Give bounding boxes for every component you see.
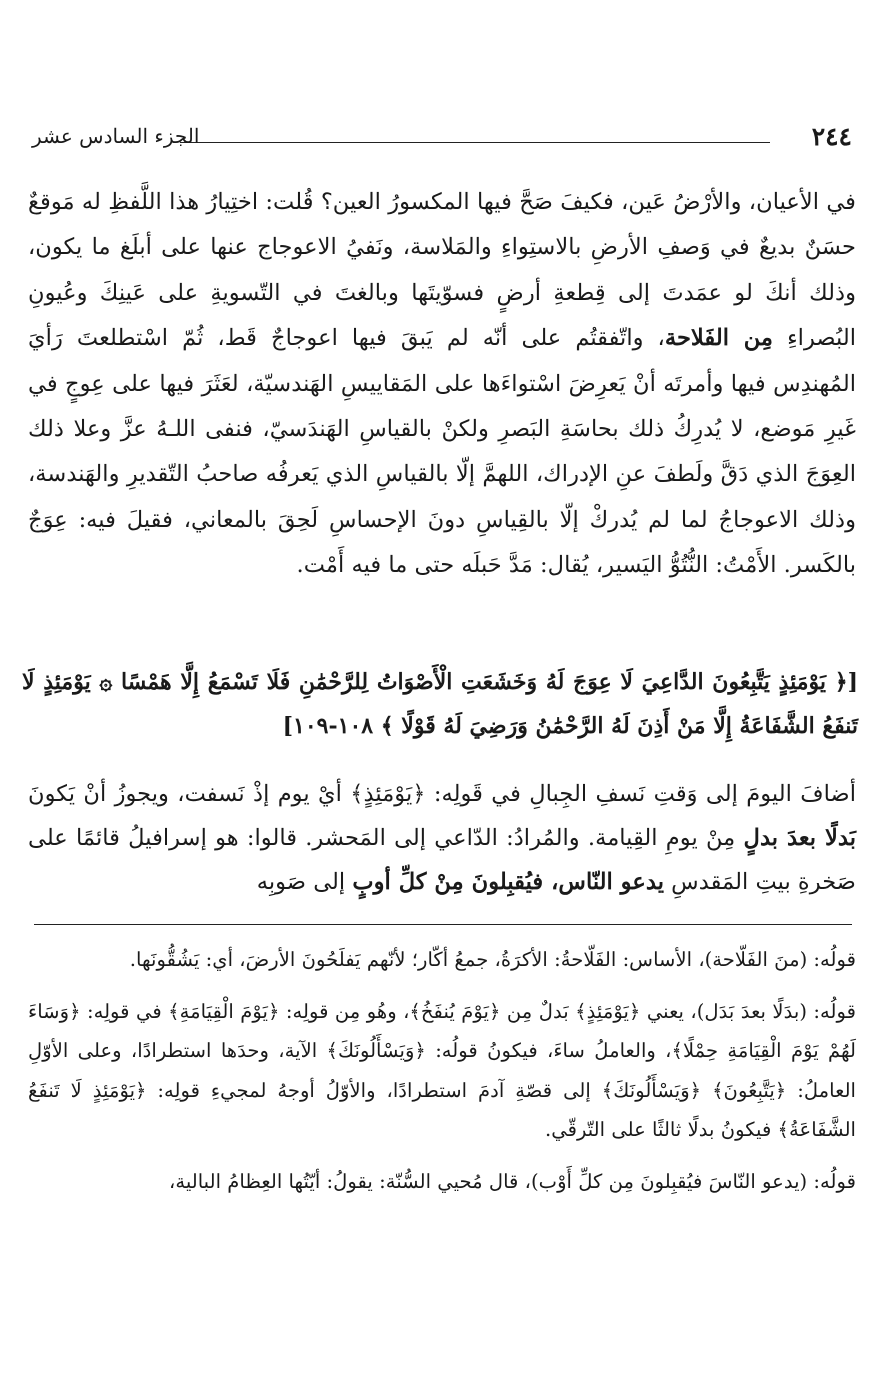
page-header — [32, 122, 852, 162]
main-text — [28, 180, 856, 589]
commentary-segment: مِنْ يومِ القِيامة. والمُرادُ: الدّاعي إلى المَحشر. قالوا: هو إسرافيلُ قائمًا على صَخرةِ بيتِ المَقدسِ — [28, 825, 856, 895]
footnote: قولُه: (منَ الفَلّاحة)، الأساس: الفَلّاحةُ: الأكرَةُ، جمعُ أكّار؛ لأنّهم يَفلَحُونَ الأرضَ، أي: يَشُقُّونَها. — [129, 948, 856, 971]
commentary-bold: يدعو النّاس، فيُقبِلونَ مِنْ كلِّ أوبٍ — [352, 869, 664, 895]
commentary-text — [28, 772, 856, 904]
page-number: ٢٤٤ — [811, 122, 852, 151]
main-text-bold: مِن الفَلاحة — [664, 325, 774, 352]
footnote: قولُه: (يدعو النّاسَ فيُقبِلونَ مِن كلِّ أَوْب)، قال مُحيي السُّنّة: يقولُ: أيّتُها العِظامُ البالية، — [169, 1169, 856, 1193]
footnotes — [28, 940, 856, 1213]
footnote: قولُه: (بدَلًا بعدَ بَدَل)، يعني ﴿يَوْمَئِذٍ﴾ بَدلٌ مِن ﴿يَوْمَ يُنفَخُ﴾، وهُو مِن قولِه: ﴿يَوْمَ الْقِيَامَةِ﴾ في قولِه: ﴿وَسَاءَ لَهُمْ يَوْمَ الْقِيَامَةِ حِمْلًا﴾، والعاملُ ساءَ، فيكونُ قولُه: ﴿وَيَسْأَلُونَكَ﴾ الآية، وحدَها استطرادًا، وعلى الأوّلِ العاملُ: ﴿يَتَّبِعُونَ﴾ ﴿وَيَسْأَلُونَكَ﴾ إلى قصّةِ آدمَ استطرادًا، والأوّلُ أوجهُ لمجيءِ قولِه: ﴿يَوْمَئِذٍ لَا تَنفَعُ الشَّفَاعَةُ﴾ فيكونُ بدلًا ثالثًا على التّرقّي. — [28, 999, 856, 1141]
commentary-bold: بَدلًا بعدَ بدلٍ — [743, 825, 856, 851]
commentary-paragraph — [28, 772, 856, 904]
running-title: الجزء السادس عشر — [32, 124, 200, 148]
header-rule — [180, 142, 770, 143]
quran-verse: [﴿ يَوْمَئِذٍ يَتَّبِعُونَ الدَّاعِيَ لَا عِوَجَ لَهُ وَخَشَعَتِ الْأَصْوَاتُ لِلرَّحْمَٰنِ فَلَا تَسْمَعُ إِلَّا هَمْسًا ۞ يَوْمَئِذٍ لَا تَنفَعُ الشَّفَاعَةُ إِلَّا مَنْ أَذِنَ لَهُ الرَّحْمَٰنُ وَرَضِيَ لَهُ قَوْلًا ﴾ ١٠٨-١٠٩] — [22, 669, 858, 739]
commentary-segment: أضافَ اليومَ إلى وَقتِ نَسفِ الجِبالِ في قَولِه: ﴿يَوْمَئِذٍ﴾ أيْ يوم إذْ نَسفت، ويجوزُ أنْ يَكونَ — [28, 781, 856, 807]
main-paragraph — [28, 180, 856, 589]
main-text-segment: في الأعيان، والأرْضُ عَين، فكيفَ صَحَّ فيها المكسورُ العين؟ قُلت: اختِيارُ هذا اللَّفظِ له مَوقعٌ حسَنٌ بديعٌ في وَصفِ الأرضِ بالاستِواءِ والمَلاسة، ونَفيُ الاعوجاج عنها على أبلَغ ما يكون، وذلك أنكَ لو عمَدتَ إلى قِطعةِ أرضٍ فسوّيتَها وبالغتَ في التّسويةِ على عَينِكَ وعُيونِ البُصراءِ — [28, 189, 857, 352]
commentary-segment: إلى صَوبِه — [256, 869, 346, 895]
main-text-segment: ، واتّفقتُم على أنّه لم يَبقَ فيها اعوجاجٌ قَط، ثُمّ اسْتطلعتَ رَأيَ المُهندِس فيها وأمرتَه أنْ يَعرِضَ اسْتواءَها على المَقاييسِ الهَندسيّة، لعَثَرَ فيها على عِوجٍ في غَيرِ مَوضع، لا يُدرِكُ ذلك بحاسَةِ البَصرِ ولكنْ بالقياسِ الهَندَسيّ، فنفى اللـهُ عزَّ وعلا ذلك العِوَجَ الذي دَقَّ ولَطفَ عنِ الإدراك، اللهمَّ إلّا بالقياسِ الذي يَعرفُه صاحبُ التّقديرِ والهَندسة، وذلك الاعوجاجُ لما لم يُدركْ إلّا بالقِياسِ دونَ الإحساسِ لَحِقَ بالمعاني، فقيلَ فيه: عِوَجٌ بالكَسر. الأَمْتُ: النُّتُوُّ اليَسير، يُقال: مَدَّ حَبلَه حتى ما فيه أَمْت. — [28, 325, 856, 579]
footnote-separator — [34, 924, 852, 925]
